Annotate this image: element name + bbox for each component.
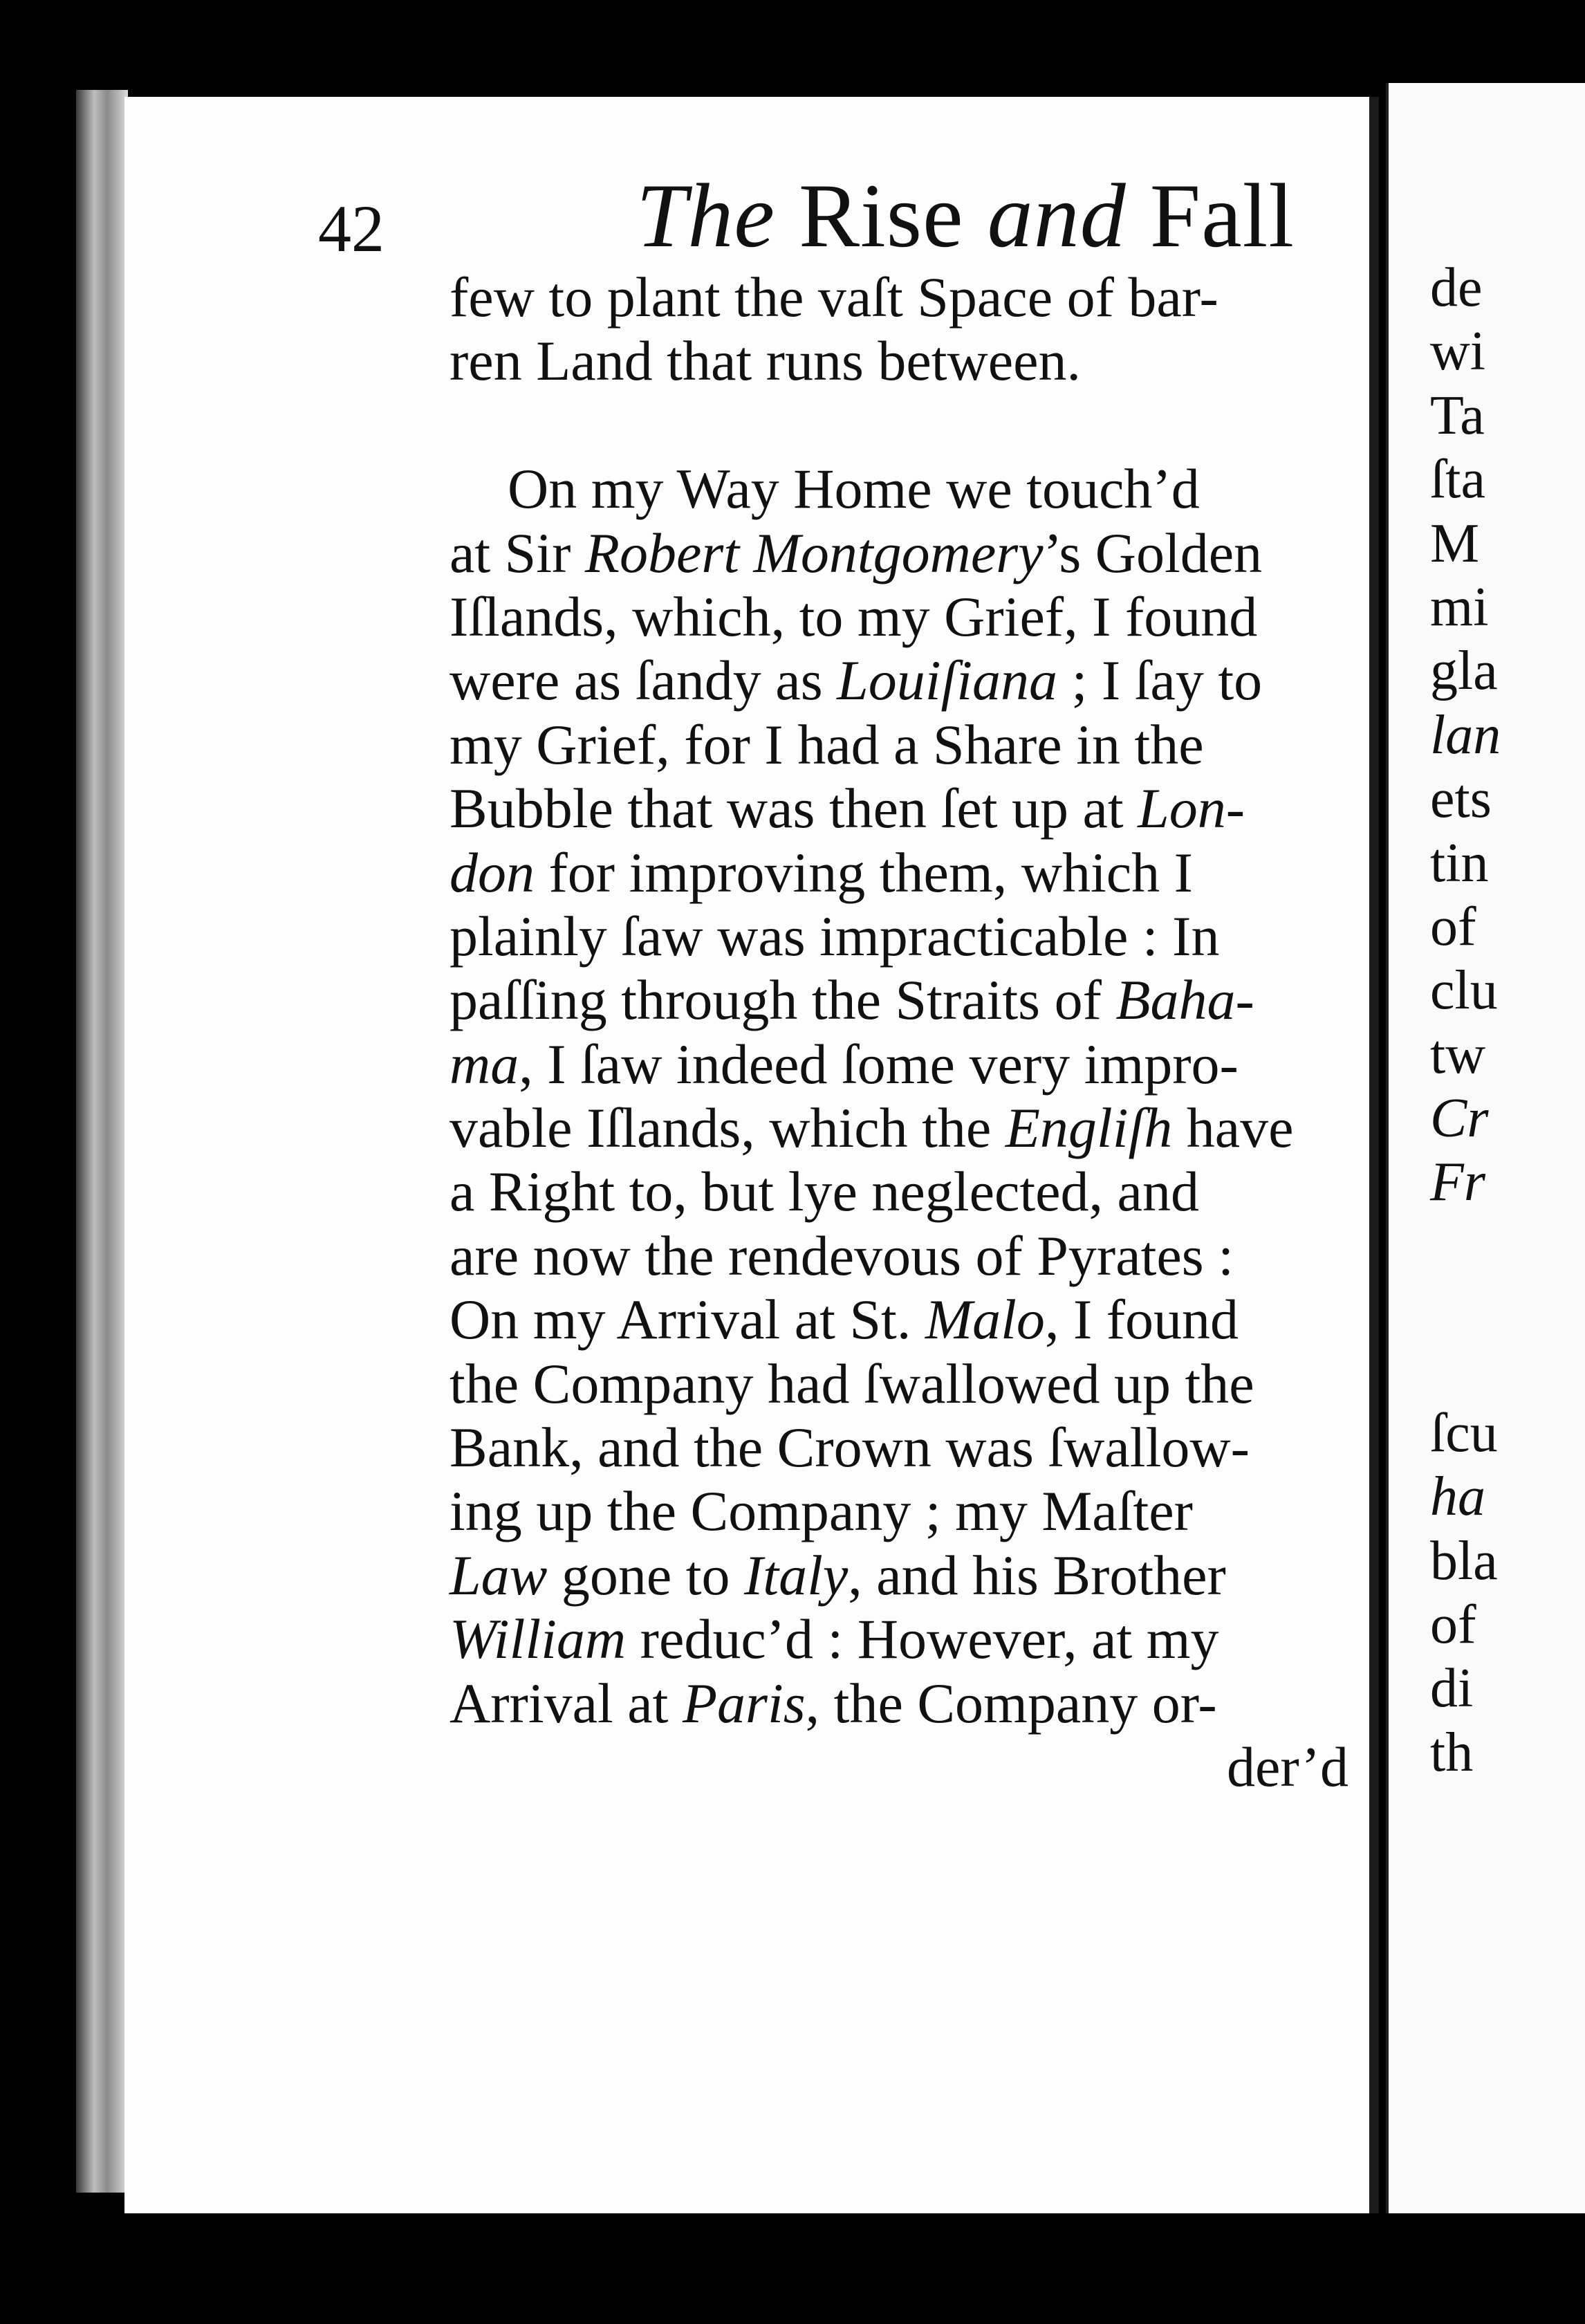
paragraph-gap <box>449 394 1348 457</box>
text-span: at Sir <box>449 521 585 584</box>
facing-text-fragment: wi <box>1430 321 1485 382</box>
facing-paragraph-gap <box>1430 1215 1585 1401</box>
running-head-part: and <box>987 165 1127 266</box>
text-line <box>449 905 1348 968</box>
text-line <box>449 1544 1348 1607</box>
running-head-title <box>636 163 1295 268</box>
running-head-part: Rise <box>775 165 988 266</box>
text-line <box>449 1416 1348 1479</box>
text-span: Iſlands, which, to my Grief, I found <box>449 584 1258 648</box>
facing-text-fragment: ha <box>1430 1466 1485 1528</box>
text-span: , I ſaw indeed ſome very impro- <box>519 1032 1239 1096</box>
text-span: On my Way Home we touch’d <box>508 457 1200 521</box>
text-span: paſſing through the Straits of <box>449 968 1116 1032</box>
italic-text: Paris <box>682 1671 806 1735</box>
text-span: ’s Golden <box>1043 521 1263 584</box>
facing-top-gap <box>1430 83 1585 256</box>
text-span: , and his Brother <box>848 1543 1226 1607</box>
text-span: few to plant the vaſt Space of bar- <box>449 266 1218 329</box>
text-span: for improving them, which I <box>535 840 1193 904</box>
facing-text-fragment: gla <box>1430 640 1498 702</box>
facing-text-fragment: Cr <box>1430 1088 1489 1150</box>
text-line <box>449 1479 1348 1543</box>
text-span: plainly ſaw was impracticable : In <box>449 904 1220 968</box>
text-line <box>449 1352 1348 1416</box>
text-span: vable Iſlands, which the <box>449 1096 1005 1160</box>
text-span: ing up the Company ; my Maſter <box>449 1479 1193 1543</box>
text-span: the Company had ſwallowed up the <box>449 1352 1254 1415</box>
facing-text-fragment: th <box>1430 1722 1474 1783</box>
text-line <box>449 1224 1348 1288</box>
facing-page-fragment <box>1386 83 1585 2213</box>
running-head-part: Fall <box>1126 165 1295 266</box>
book-binding-edge <box>76 90 128 2193</box>
facing-text-fragment: of <box>1430 1594 1476 1656</box>
page-header <box>318 163 1342 266</box>
text-span: Bubble that was then ſet up at <box>449 777 1138 840</box>
text-span: , I found <box>1044 1288 1239 1352</box>
text-line <box>449 841 1348 905</box>
page-number: 42 <box>318 192 384 266</box>
text-line <box>449 649 1348 712</box>
italic-text: Italy <box>744 1543 849 1607</box>
text-span: a Right to, but lye neglected, and <box>449 1160 1199 1224</box>
facing-text-fragment: tin <box>1430 832 1489 894</box>
text-span: reduc’d : However, at my <box>626 1607 1219 1671</box>
text-line <box>449 713 1348 777</box>
text-line <box>449 522 1348 585</box>
facing-text-fragment: tw <box>1430 1024 1485 1085</box>
italic-text: don <box>449 840 535 904</box>
facing-text-fragment: de <box>1430 257 1483 318</box>
text-line <box>449 329 1348 393</box>
facing-text-fragment: clu <box>1430 960 1498 1022</box>
italic-text: Louiſiana <box>837 649 1058 712</box>
running-head-part: The <box>636 165 775 266</box>
facing-text-fragment: Fr <box>1430 1152 1485 1213</box>
text-span: , the Company or- <box>805 1671 1217 1735</box>
italic-text: Lon- <box>1138 777 1245 840</box>
facing-text-fragment: mi <box>1430 576 1489 638</box>
facing-text-fragment: ſcu <box>1430 1402 1498 1464</box>
text-line <box>449 968 1348 1032</box>
facing-text-fragment: of <box>1430 896 1476 957</box>
facing-text-fragment: ets <box>1430 768 1492 830</box>
text-span: have <box>1172 1096 1294 1160</box>
text-line <box>449 457 1348 521</box>
page-body-text <box>449 266 1348 1799</box>
italic-text: Baha- <box>1115 968 1254 1032</box>
text-span: ren Land that runs between. <box>449 329 1082 393</box>
italic-text: William <box>449 1607 627 1671</box>
text-span: On my Arrival at St. <box>449 1288 925 1352</box>
text-line <box>449 1735 1348 1799</box>
text-span: ; I ſay to <box>1057 649 1263 712</box>
facing-text-fragment: bla <box>1430 1530 1498 1592</box>
text-span: der’d <box>1226 1735 1348 1798</box>
facing-text-fragment: M <box>1430 513 1480 574</box>
text-span: are now the rendevous of Pyrates : <box>449 1224 1234 1287</box>
facing-text-fragment: lan <box>1430 704 1501 766</box>
text-line <box>449 585 1348 649</box>
text-span: gone to <box>547 1543 744 1607</box>
text-span: my Grief, for I had a Share in the <box>449 712 1204 776</box>
text-line <box>449 266 1348 329</box>
text-line <box>449 1096 1348 1160</box>
italic-text: ma <box>449 1032 519 1096</box>
italic-text: Robert Montgomery <box>584 521 1044 584</box>
italic-text: Malo <box>925 1288 1045 1352</box>
text-line <box>449 1160 1348 1224</box>
italic-text: Law <box>449 1543 548 1607</box>
facing-text-fragment: Ta <box>1430 385 1485 446</box>
text-line <box>449 1288 1348 1352</box>
text-span: were as ſandy as <box>449 649 837 712</box>
text-line <box>449 777 1348 840</box>
facing-page-text <box>1430 83 1585 1784</box>
text-span: Bank, and the Crown was ſwallow- <box>449 1416 1250 1479</box>
italic-text: Engliſh <box>1005 1096 1173 1160</box>
facing-text-fragment: di <box>1430 1658 1474 1719</box>
text-line <box>449 1607 1348 1671</box>
text-line <box>449 1033 1348 1096</box>
text-line <box>449 1672 1348 1735</box>
facing-text-fragment: ſta <box>1430 449 1485 510</box>
text-span: Arrival at <box>449 1671 683 1735</box>
